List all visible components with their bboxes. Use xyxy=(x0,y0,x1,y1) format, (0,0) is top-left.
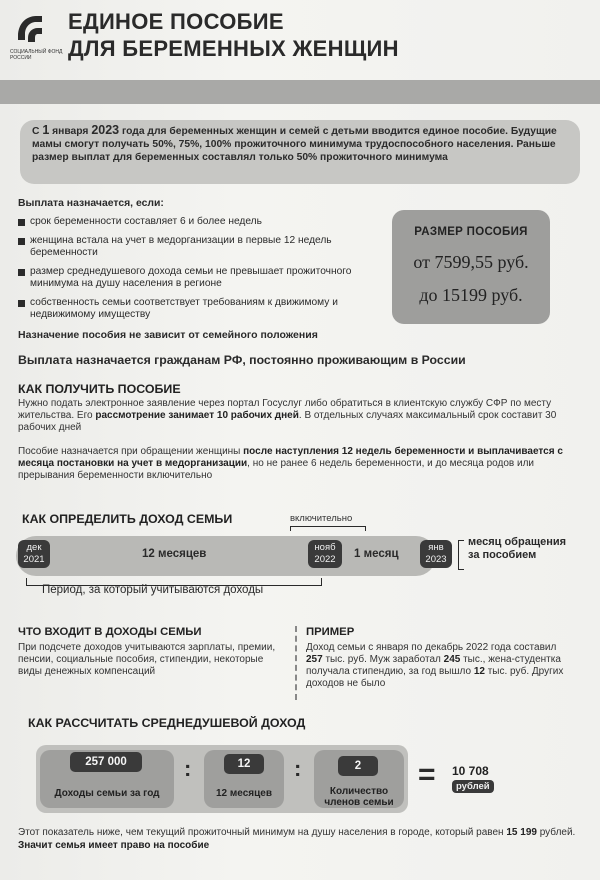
timeline-start-badge xyxy=(18,540,50,568)
how-to-p1-c: . В отдельных случаях максимальный срок составит 30 рабочих дней xyxy=(18,410,557,433)
how-to-heading: КАК ПОЛУЧИТЬ ПОСОБИЕ xyxy=(18,382,181,396)
one-month-label: 1 месяц xyxy=(354,548,399,560)
example-a: Доход семьи с января по декабрь 2022 года составил xyxy=(306,642,557,653)
header-band xyxy=(0,80,600,104)
how-to-p1-a: Нужно подать электронное заявление через портал Госуслуг либо обратиться в клиентскую службу СФР по месту жительства. Его xyxy=(18,398,552,421)
example-heading: ПРИМЕР xyxy=(306,626,355,638)
income-includes-text: При подсчете доходов учитываются зарплаты, премии, пенсии, социальные пособия, стипендии, некоторые виды денежных компенсаций xyxy=(18,642,276,677)
how-to-p2-c: , но не ранее 6 недель беременности, и до месяца родов или прерывания беременности включительно xyxy=(18,458,534,481)
page-title xyxy=(68,8,399,62)
sfr-logo-icon xyxy=(10,8,50,48)
inclusive-label: включительно xyxy=(290,513,353,524)
how-to-p2-b: после наступления 12 недель беременности и выплачивается с месяца постановки на учет в медорганизации xyxy=(18,446,563,469)
title-line-2: ДЛЯ БЕРЕМЕННЫХ ЖЕНЩИН xyxy=(68,36,399,61)
intro-mid: января xyxy=(49,126,92,137)
how-to-p2-a: Пособие назначается при обращении женщины xyxy=(18,446,244,457)
resident-note: Выплата назначается гражданам РФ, постоянно проживающим в России xyxy=(18,353,466,367)
how-to-paragraph-2 xyxy=(18,446,578,482)
result-value: 10 708 xyxy=(452,764,489,778)
intro-date: 1 xyxy=(42,123,50,137)
example-c: тыс. руб. Муж заработал xyxy=(322,654,444,665)
benefit-size-from: от 7599,55 руб. xyxy=(413,252,529,272)
how-to-paragraph-1 xyxy=(18,398,578,434)
timeline-end-badge xyxy=(308,540,342,568)
intro-year: 2023 xyxy=(91,123,120,137)
equals-sign: = xyxy=(418,758,436,791)
sfr-logo xyxy=(10,8,66,61)
condition-item: женщина встала на учет в медорганизации в первые 12 недель беременности xyxy=(18,235,388,259)
condition-item: размер среднедушевого дохода семьи не превышает прожиточного минимума на душу населения в регионе xyxy=(18,266,388,290)
apply-year: 2023 xyxy=(425,554,447,565)
benefit-size-box xyxy=(392,210,550,324)
end-month: нояб xyxy=(314,542,336,553)
apply-month: янв xyxy=(428,542,444,553)
condition-item: собственность семьи соответствует требованиям к движимому и недвижимому имуществу xyxy=(18,297,388,321)
example-b: 257 xyxy=(306,654,323,665)
income-value: 257 000 xyxy=(70,752,142,772)
twelve-months-label: 12 месяцев xyxy=(142,548,207,560)
example-d: 245 xyxy=(443,654,461,665)
benefit-size-to: до 15199 руб. xyxy=(419,285,523,305)
start-year: 2021 xyxy=(23,554,45,565)
months-value: 12 xyxy=(224,754,264,774)
apply-bracket xyxy=(458,540,464,570)
example-f: 12 xyxy=(473,666,485,677)
conclusion-text xyxy=(18,826,578,852)
start-month: дек xyxy=(26,542,42,553)
result-unit: рублей xyxy=(452,780,494,793)
title-line-1: ЕДИНОЕ ПОСОБИЕ xyxy=(68,9,284,34)
end-year: 2022 xyxy=(314,554,336,565)
column-divider xyxy=(295,626,297,700)
divide-sign-1: : xyxy=(184,756,192,781)
condition-item: срок беременности составляет 6 и более недель xyxy=(18,216,388,228)
footer-c: рублей. xyxy=(536,827,576,838)
footer-a: Этот показатель ниже, чем текущий прожиточный минимум на душу населения в городе, который равен xyxy=(18,827,507,838)
conditions-list xyxy=(18,198,388,328)
period-label: Период, за который учитываются доходы xyxy=(42,584,264,596)
calc-heading: КАК РАССЧИТАТЬ СРЕДНЕДУШЕВОЙ ДОХОД xyxy=(28,716,306,730)
income-label: Доходы семьи за год xyxy=(54,788,160,799)
timeline-apply-badge xyxy=(420,540,452,568)
footer-b: 15 199 xyxy=(506,827,537,838)
divide-sign-2: : xyxy=(294,756,302,781)
intro-box xyxy=(20,120,580,184)
apply-month-label: месяц обращения за пособием xyxy=(468,536,567,561)
example-e: тыс., жена-студентка получала стипендию, за год вышло xyxy=(306,654,561,677)
intro-text: года для беременных женщин и семей с детьми вводится единое пособие. Будущие мамы смогут получать 50%, 75%, 100% прожиточного минимума трудоспособного населения. Раньше размер выплат для беременных составлял только 50% прожиточного минимума xyxy=(32,126,557,163)
logo-caption: СОЦИАЛЬНЫЙ ФОНД РОССИИ xyxy=(10,49,63,61)
members-value: 2 xyxy=(338,756,378,776)
conditions-footnote: Назначение пособия не зависит от семейного положения xyxy=(18,329,318,341)
months-label: 12 месяцев xyxy=(216,788,272,799)
benefit-size-title: РАЗМЕР ПОСОБИЯ xyxy=(414,226,528,238)
income-period-heading: КАК ОПРЕДЕЛИТЬ ДОХОД СЕМЬИ xyxy=(22,512,233,526)
example-text xyxy=(306,642,568,690)
example-g: тыс. руб. Других доходов не было xyxy=(306,666,564,689)
intro-pre: С xyxy=(32,126,43,137)
inclusive-bracket xyxy=(290,526,366,531)
how-to-p1-b: рассмотрение занимает 10 рабочих дней xyxy=(95,410,299,421)
conditions-title: Выплата назначается, если: xyxy=(18,198,164,209)
members-label: Количество членов семьи xyxy=(324,786,394,808)
footer-d: Значит семья имеет право на пособие xyxy=(18,840,210,851)
income-includes-heading: ЧТО ВХОДИТ В ДОХОДЫ СЕМЬИ xyxy=(18,626,202,638)
